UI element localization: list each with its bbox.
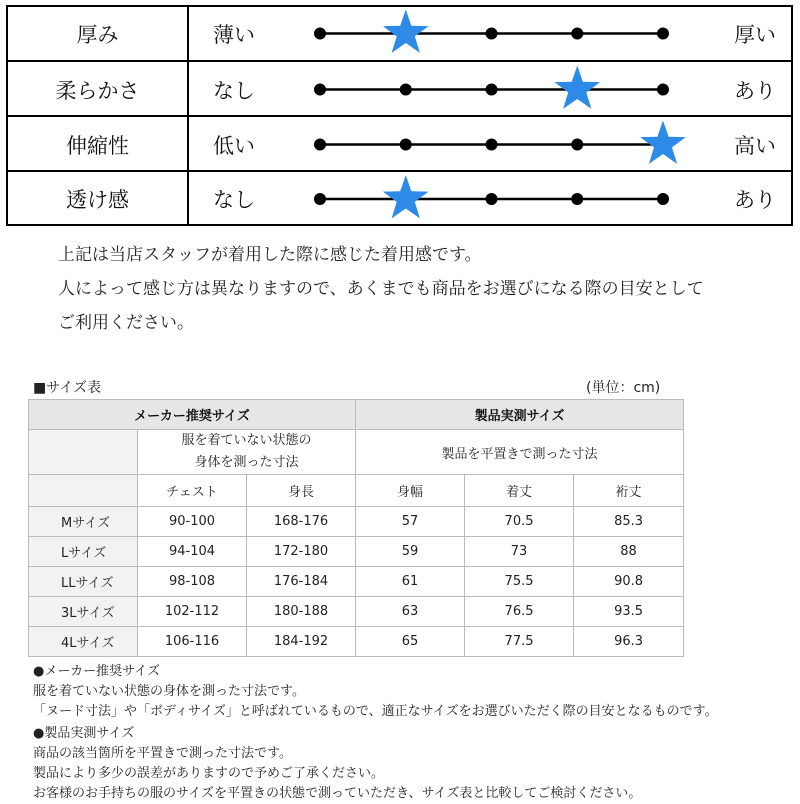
- scale-dot: [486, 139, 498, 151]
- size-table-title: ■サイズ表: [33, 380, 102, 396]
- cell-width: 59: [356, 537, 465, 567]
- cell-chest: 102-112: [138, 597, 247, 627]
- size-label: Lサイズ: [29, 537, 138, 567]
- feel-scale: [8, 62, 791, 117]
- scale-dot: [571, 139, 583, 151]
- header-actual: 製品実測サイズ: [356, 400, 684, 430]
- rating-star-icon: [383, 10, 429, 53]
- cell-length: 77.5: [465, 627, 574, 657]
- feel-row-sheerness: [8, 170, 791, 226]
- feel-scale: [8, 7, 791, 60]
- scale-dot: [314, 139, 326, 151]
- size-label: 4Lサイズ: [29, 627, 138, 657]
- rating-star-icon: [640, 121, 686, 164]
- cell-length: 75.5: [465, 567, 574, 597]
- feel-scale: [8, 172, 791, 226]
- rating-star-icon: [383, 175, 429, 218]
- feel-scale: [8, 117, 791, 172]
- blank-cell: [29, 430, 138, 475]
- size-label: Mサイズ: [29, 507, 138, 537]
- size-table-unit: (単位：cm): [586, 380, 661, 396]
- scale-dot: [314, 28, 326, 40]
- cell-width: 63: [356, 597, 465, 627]
- feel-left-label: なし: [213, 188, 255, 212]
- cell-chest: 98-108: [138, 567, 247, 597]
- footnote-line: お客様のお手持ちの服のサイズを平置きの状態で測っていただき、サイズ表と比較してご検討ください。: [33, 786, 642, 801]
- feel-left-label: 低い: [213, 133, 255, 158]
- header-maker: メーカー推奨サイズ: [29, 400, 356, 430]
- size-label: 3Lサイズ: [29, 597, 138, 627]
- feel-label: 透け感: [8, 172, 189, 226]
- cell-length: 73: [465, 537, 574, 567]
- feel-table: [6, 5, 793, 226]
- footnote-actual-title: ●製品実測サイズ: [33, 726, 135, 741]
- maker-description: [138, 430, 356, 475]
- scale-dot: [400, 139, 412, 151]
- cell-length: 70.5: [465, 507, 574, 537]
- cell-sleeve: 93.5: [574, 597, 684, 627]
- actual-description: 製品を平置きで測った寸法: [356, 430, 684, 475]
- scale-dot: [571, 193, 583, 205]
- feel-row-thickness: [8, 7, 791, 60]
- note-line: ご利用ください。: [58, 313, 194, 333]
- table-row: [29, 537, 684, 567]
- cell-sleeve: 85.3: [574, 507, 684, 537]
- size-footnotes: [33, 662, 718, 804]
- maker-desc-line: 服を着ていない状態の: [181, 433, 312, 448]
- col-header-height: 身長: [247, 475, 356, 507]
- feel-left-label: なし: [213, 78, 255, 103]
- footnote-line: 服を着ていない状態の身体を測った寸法です。: [33, 684, 305, 699]
- note-line: 上記は当店スタッフが着用した際に感じた着用感です。: [58, 245, 482, 265]
- cell-chest: 90-100: [138, 507, 247, 537]
- scale-dot: [314, 84, 326, 96]
- col-header-sleeve: 裄丈: [574, 475, 684, 507]
- col-header-length: 着丈: [465, 475, 574, 507]
- cell-chest: 94-104: [138, 537, 247, 567]
- feel-right-label: あり: [734, 188, 776, 212]
- blank-cell: [29, 475, 138, 507]
- feel-note: [58, 238, 778, 340]
- table-row: [29, 627, 684, 657]
- scale-dot: [657, 193, 669, 205]
- scale-dot: [571, 28, 583, 40]
- scale-dot: [486, 84, 498, 96]
- cell-height: 176-184: [247, 567, 356, 597]
- footnote-line: 製品により多少の誤差がありますので予めご了承ください。: [33, 766, 385, 781]
- table-row: [29, 597, 684, 627]
- size-table: [28, 399, 684, 657]
- footnote-line: 商品の該当箇所を平置きで測った寸法です。: [33, 746, 292, 761]
- note-line: 人によって感じ方は異なりますので、あくまでも商品をお選びになる際の目安として: [58, 279, 704, 299]
- feel-right-label: あり: [734, 78, 776, 103]
- footnote-maker-title: ●メーカー推奨サイズ: [33, 664, 161, 679]
- table-row: [29, 567, 684, 597]
- cell-sleeve: 88: [574, 537, 684, 567]
- col-header-chest: チェスト: [138, 475, 247, 507]
- cell-sleeve: 90.8: [574, 567, 684, 597]
- cell-height: 184-192: [247, 627, 356, 657]
- feel-right-label: 厚い: [734, 22, 776, 47]
- feel-label: 伸縮性: [8, 117, 189, 172]
- scale-dot: [657, 28, 669, 40]
- cell-length: 76.5: [465, 597, 574, 627]
- feel-row-softness: [8, 60, 791, 117]
- feel-left-label: 薄い: [213, 22, 255, 47]
- scale-dot: [657, 84, 669, 96]
- footnote-line: 「ヌード寸法」や「ボディサイズ」と呼ばれているもので、適正なサイズをお選びいただく際の目安となるものです。: [33, 704, 718, 719]
- feel-label: 柔らかさ: [8, 62, 189, 117]
- scale-dot: [400, 84, 412, 96]
- feel-right-label: 高い: [734, 133, 776, 158]
- cell-height: 172-180: [247, 537, 356, 567]
- cell-width: 61: [356, 567, 465, 597]
- cell-sleeve: 96.3: [574, 627, 684, 657]
- feel-row-stretch: [8, 115, 791, 172]
- col-header-width: 身幅: [356, 475, 465, 507]
- cell-chest: 106-116: [138, 627, 247, 657]
- rating-star-icon: [554, 66, 600, 109]
- cell-width: 65: [356, 627, 465, 657]
- cell-height: 168-176: [247, 507, 356, 537]
- size-label: LLサイズ: [29, 567, 138, 597]
- scale-dot: [314, 193, 326, 205]
- table-row: [29, 507, 684, 537]
- feel-label: 厚み: [8, 7, 189, 60]
- scale-dot: [486, 193, 498, 205]
- scale-dot: [486, 28, 498, 40]
- maker-desc-line: 身体を測った寸法: [194, 455, 299, 470]
- cell-height: 180-188: [247, 597, 356, 627]
- cell-width: 57: [356, 507, 465, 537]
